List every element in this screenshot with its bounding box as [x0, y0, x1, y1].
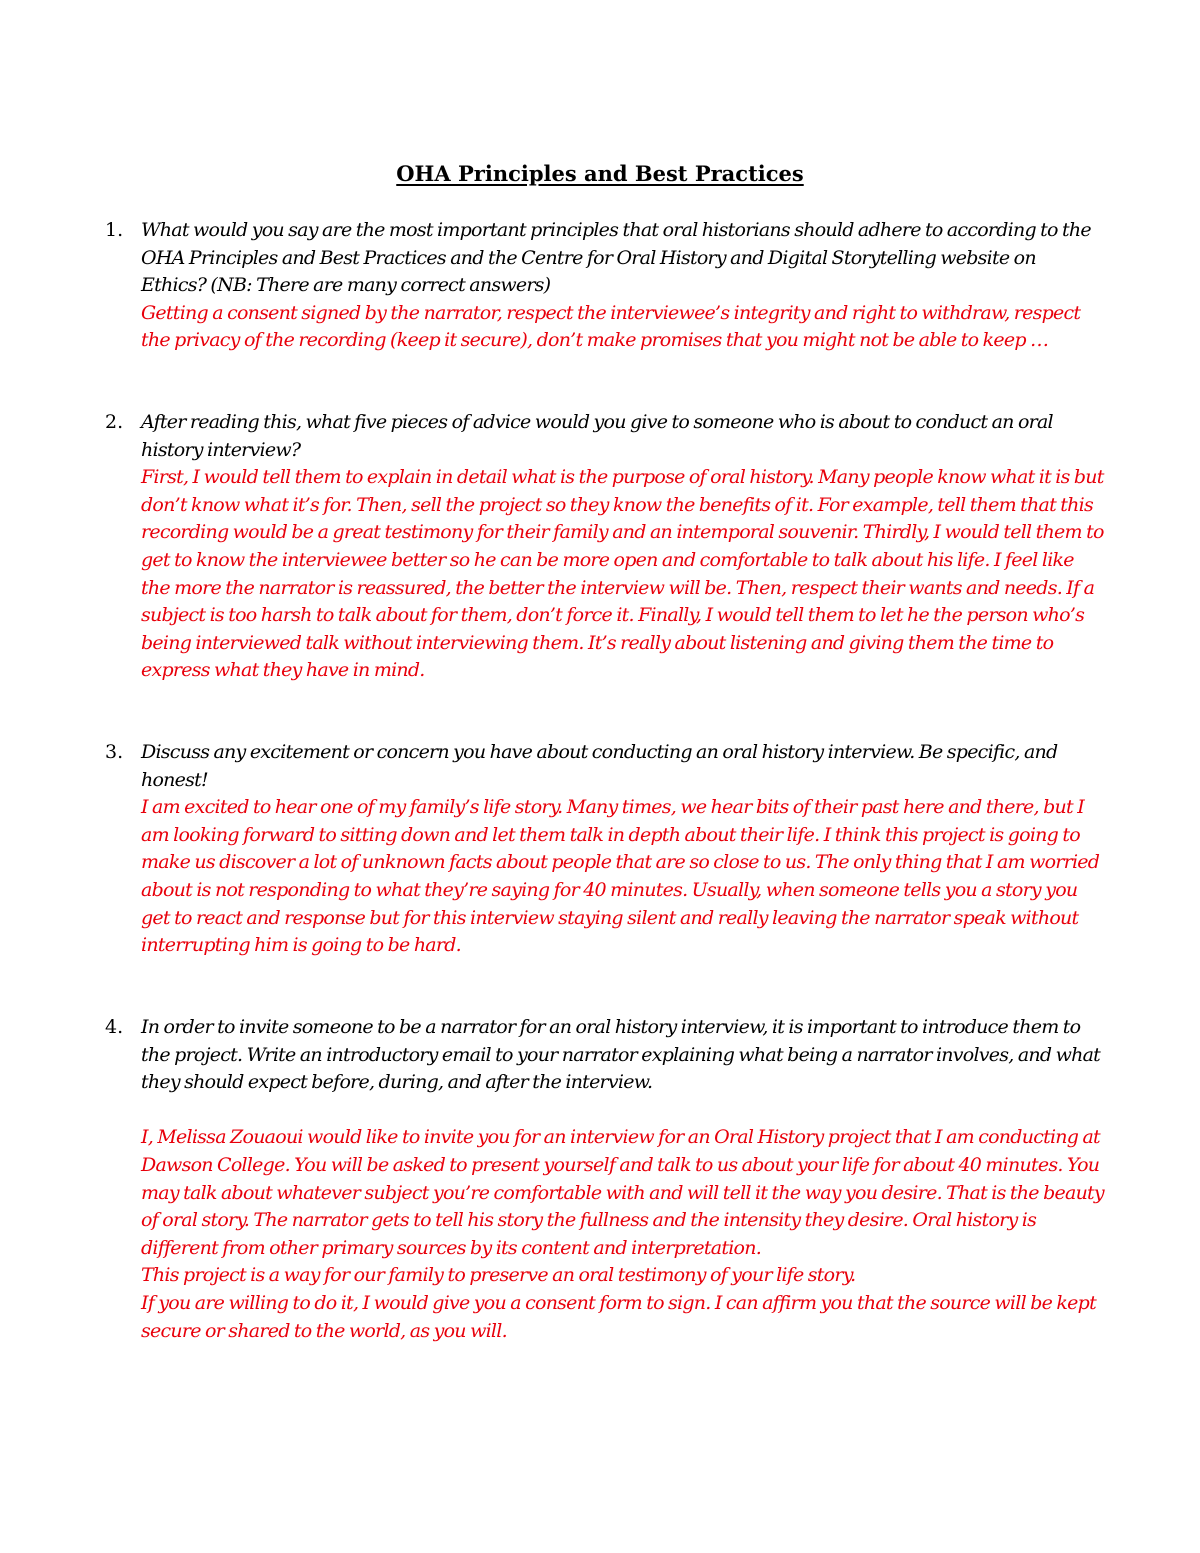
- paragraph-gap: [141, 1097, 1105, 1125]
- answer-text: First, I would tell them to explain in detail what is the purpose of oral history. Many people know what it is but don’t know what it’s for. Then, sell the project so they know the benefits of it. For example, tell them that this recording would be a great testimony for their family and an intemporal souvenir. Thirdly, I would tell them to get to know the interviewee better so he can be more open and comfortable to talk about his life. I feel like the more the narrator is reassured, the better the interview will be. Then, respect their wants and needs. If a subject is too harsh to talk about for them, don’t force it. Finally, I would tell them to let he the person who’s being interviewed talk without interviewing them. It’s really about listening and giving them the time to express what they have in mind.: [141, 466, 1104, 682]
- question-number: 2.: [105, 411, 124, 433]
- question-text: After reading this, what five pieces of advice would you give to someone who is about to conduct an oral history interview?: [141, 411, 1053, 461]
- question-item-3: [105, 739, 1105, 960]
- question-text: What would you say are the most important principles that oral historians should adhere to according to the OHA Principles and Best Practices and the Centre for Oral History and Digital Storytelling website on Ethics? (NB: There are many correct answers): [141, 219, 1091, 297]
- question-text: In order to invite someone to be a narrator for an oral history interview, it is important to introduce them to the project. Write an introductory email to your narrator explaining what being a narrator involves, and what they should expect before, during, and after the interview.: [141, 1016, 1101, 1094]
- question-text: Discuss any excitement or concern you have about conducting an oral history interview. Be specific, and honest!: [141, 741, 1058, 791]
- question-item-2: [105, 409, 1105, 685]
- email-paragraph-2: This project is a way for our family to preserve an oral testimony of your life story.: [141, 1264, 856, 1287]
- question-number: 4.: [105, 1016, 124, 1038]
- answer-text: I am excited to hear one of my family’s life story. Many times, we hear bits of their past here and there, but I am looking forward to sitting down and let them talk in depth about their life. I think this project is going to make us discover a lot of unknown facts about people that are so close to us. The only thing that I am worried about is not responding to what they’re saying for 40 minutes. Usually, when someone tells you a story you get to react and response but for this interview staying silent and really leaving the narrator speak without interrupting him is going to be hard.: [141, 796, 1100, 957]
- email-paragraph-1: I, Melissa Zouaoui would like to invite you for an interview for an Oral History project that I am conducting at Dawson College. You will be asked to present yourself and talk to us about your life for about 40 minutes. You may talk about whatever subject you’re comfortable with and will tell it the way you desire. That is the beauty of oral story. The narrator gets to tell his story the fullness and the intensity they desire. Oral history is different from other primary sources by its content and interpretation.: [141, 1126, 1104, 1259]
- question-number: 1.: [105, 219, 124, 241]
- page-title: OHA Principles and Best Practices: [396, 161, 804, 186]
- question-number: 3.: [105, 741, 124, 763]
- question-item-1: [105, 217, 1105, 355]
- email-paragraph-3: If you are willing to do it, I would give you a consent form to sign. I can affirm you that the source will be kept secure or shared to the world, as you will.: [141, 1291, 1096, 1342]
- answer-text: Getting a consent signed by the narrator, respect the interviewee’s integrity and right to withdraw, respect the privacy of the recording (keep it secure), don’t make promises that you might not be able to keep …: [141, 301, 1081, 352]
- question-item-4: [105, 1014, 1105, 1345]
